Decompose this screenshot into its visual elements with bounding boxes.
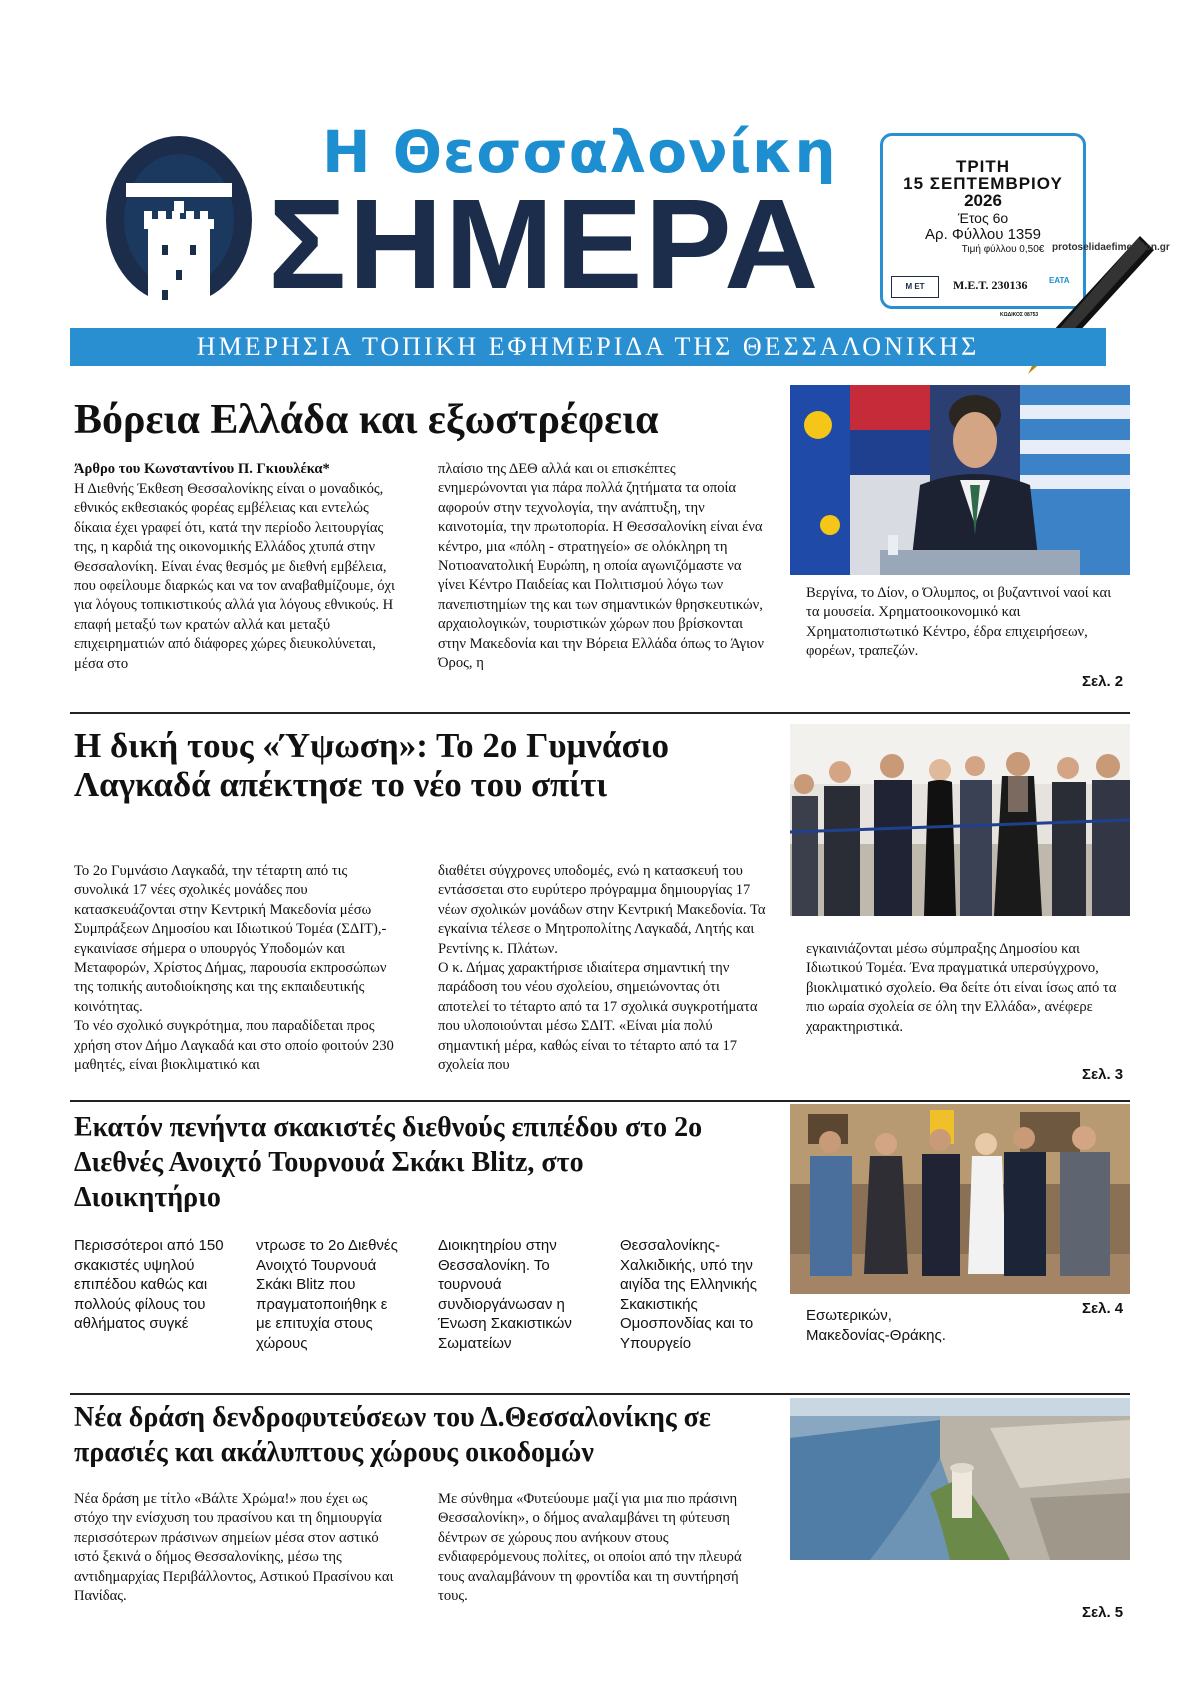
article-3-column-4: Θεσσαλονίκης-Χαλκιδικής, υπό την αιγίδα της Ελληνικής Σκακιστικής Ομοσπονδίας και το Υπουργείο xyxy=(620,1237,757,1352)
eata-logo: ΕΑΤΑ xyxy=(1049,276,1070,285)
article-2-headline[interactable]: Η δική τους «Ύψωση»: Το 2ο Γυμνάσιο Λαγκαδά απέκτησε το νέο του σπίτι xyxy=(74,726,669,804)
article-4-page-ref[interactable]: Σελ. 5 xyxy=(1082,1604,1124,1621)
white-tower-logo xyxy=(104,135,254,305)
issue-number: Αρ. Φύλλου 1359 xyxy=(925,226,1041,243)
article-3-column-3: Διοικητηρίου στην Θεσσαλονίκη. Το τουρνουά συνδιοργάνωσαν η Ένωση Σκακιστικών Σωματείων xyxy=(438,1237,572,1352)
issue-year-of-publication: Έτος 6ο xyxy=(957,210,1009,226)
section-divider xyxy=(70,1100,1130,1102)
article-1-column-1: Η Διεθνής Έκθεση Θεσσαλονίκης είναι ο μοναδικός, εθνικός εκθεσιακός φορέας εμβέλειας και εντελώς δίκαια έχει γραφεί ότι, κατά την περίοδο λειτουργίας της, η καρδιά της οικονομικής Ελλάδος χτυπά στην Θεσσαλονίκη. Είναι ένας θεσμός με διεθνή εμβέλεια, που οφείλουμε διαρκώς και να τον αναβαθμίζουμε, όχι για λόγους τοπικιστικούς αλλά για λόγους εθνικούς. Η επαφή μεταξύ των κρατών αλλά και μεταξύ επιχειρηματιών από διάφορες χώρες διευκολύνεται, μέσα στο xyxy=(74,481,395,672)
masthead-title-top: Η Θεσσαλονίκη xyxy=(322,118,837,186)
met-logo: Μ ΕΤ xyxy=(891,276,939,298)
article-2-photo[interactable] xyxy=(790,724,1130,916)
met-code: Μ.Ε.Τ. 230136 xyxy=(953,278,1028,292)
masthead-title-main: ΣΗΜΕΡΑ xyxy=(268,173,821,316)
issue-price: Τιμή φύλλου 0,50€ xyxy=(961,244,1045,255)
issue-year: 2026 xyxy=(964,191,1002,210)
article-1-photo[interactable] xyxy=(790,385,1130,575)
article-1-byline: Άρθρο του Κωνσταντίνου Π. Γκιουλέκα* xyxy=(74,461,330,477)
article-1-headline[interactable]: Βόρεια Ελλάδα και εξωστρέφεια xyxy=(74,397,659,443)
article-2-page-ref[interactable]: Σελ. 3 xyxy=(1082,1066,1124,1083)
section-divider xyxy=(70,1393,1130,1395)
issue-day: ΤΡΙΤΗ xyxy=(955,157,1011,176)
article-3-column-5: Εσωτερικών, Μακεδονίας-Θράκης. xyxy=(806,1307,946,1344)
site-watermark-link[interactable]: protoselidaefimeridon.gr xyxy=(1052,242,1170,253)
article-4-headline[interactable]: Νέα δράση δενδροφυτεύσεων του Δ.Θεσσαλονίκης σε πρασιές και ακάλυπτους χώρους οικοδομών xyxy=(74,1402,711,1468)
article-3-column-2: ντρωσε το 2ο Διεθνές Ανοιχτό Τουρνουά Σκάκι Blitz που πραγματοποιήθηκ ε με επιτυχία στους χώρους xyxy=(256,1237,398,1352)
article-3-page-ref[interactable]: Σελ. 4 xyxy=(1082,1300,1124,1317)
article-2-column-1: Το 2ο Γυμνάσιο Λαγκαδά, την τέταρτη από τις συνολικά 17 νέες σχολικές μονάδες που κατασκευάζονται στην Κεντρική Μακεδονία μέσω Συμπράξεων Δημοσίου και Ιδιωτικού Τομέα (ΣΔΙΤ),- εγκαινίασε σήμερα ο υπουργός Υποδομών και Μεταφορών, Χρίστος Δήμας, παρουσία εκπροσώπων της τοπικής αυτοδιοίκησης και της εκπαιδευτικής κοινότητας. Το νέο σχολικό συγκρότημα, που παραδίδεται προς χρήση στον Δήμο Λαγκαδά και στο οποίο φοιτούν 230 μαθητές, είναι βιοκλιματικό και xyxy=(74,863,394,1074)
article-1-column-2: πλαίσιο της ΔΕΘ αλλά και οι επισκέπτες ενημερώνονται για πάρα πολλά ζητήματα τα οποία αφορούν στην τεχνολογία, την ανάπτυξη, την καινοτομία, την πρωτοπορία. Η Θεσσαλονίκη είναι ένα κέντρο, μια «πόλη - στρατηγείο» σε ολόκληρη τη Νοτιοανατολική Ευρώπη, η οποία αγωνιζόμαστε να γίνει Κέντρο Παιδείας και Πολιτισμού λόγω των πανεπιστημίων της και των σημαντικών θρησκευτικών, αρχαιολογικών, τουριστικών χώρων που βρίσκονται στην Μακεδονία και την Βόρεια Ελλάδα όπως το Άγιον Όρος, η xyxy=(438,461,764,672)
issue-date: 15 ΣΕΠΤΕΜΒΡΙΟΥ xyxy=(903,174,1063,193)
masthead-subtitle: ΗΜΕΡΗΣΙΑ ΤΟΠΙΚΗ ΕΦΗΜΕΡΙΔΑ ΤΗΣ ΘΕΣΣΑΛΟΝΙΚΗΣ xyxy=(70,328,1106,366)
article-3-headline[interactable]: Εκατόν πενήντα σκακιστές διεθνούς επιπέδου στο 2ο Διεθνές Ανοιχτό Τουρνουά Σκάκι Blitz, στο Διοικητήριο xyxy=(74,1112,703,1213)
article-2-column-2: διαθέτει σύγχρονες υποδομές, ενώ η κατασκευή του εντάσσεται στο ευρύτερο πρόγραμμα δημιουργίας 17 νέων σχολικών μονάδων στην Κεντρική Μακεδονία. Τα εγκαίνια τέλεσε ο Μητροπολίτης Λαγκαδά, Λητής και Ρεντίνης κ. Πλάτων. Ο κ. Δήμας χαρακτήρισε ιδιαίτερα σημαντική την παράδοση του νέου σχολείου, σημειώνοντας ότι αποτελεί το τέταρτο από τα 17 σχολικά συγκροτήματα που υλοποιούνται μέσω ΣΔΙΤ. «Είναι μία πολύ σημαντική μέρα, καθώς είναι το τέταρτο από τα 17 σχολεία που xyxy=(438,863,766,1074)
article-4-column-1: Νέα δράση με τίτλο «Βάλτε Χρώμα!» που έχει ως στόχο την ενίσχυση του πρασίνου και τη δημιουργία περισσότερων πράσινων σημείων μέσα στον αστικό ιστό ξεκινά ο δήμος Θεσσαλονίκης, μέσω της αντιδημαρχίας Περιβάλλοντος, Αστικού Πρασίνου και Πανίδας. xyxy=(74,1491,394,1605)
article-4-column-2: Με σύνθημα «Φυτεύουμε μαζί για μια πιο πράσινη Θεσσαλονίκη», ο δήμος αναλαμβάνει τη φύτευση δέντρων σε χώρους που ανήκουν στους ενδιαφερόμενους πολίτες, οι οποίοι από την πλευρά τους αναλαμβάνουν τη φροντίδα και τη συντήρησή τους. xyxy=(438,1491,742,1605)
publication-code: ΚΩΔΙΚΟΣ 08753 xyxy=(1000,312,1039,318)
article-3-column-1: Περισσότεροι από 150 σκακιστές υψηλού επιπέδου καθώς και πολλούς φίλους του αθλήματος συγκέ xyxy=(74,1237,224,1333)
section-divider xyxy=(70,712,1130,714)
article-1-page-ref[interactable]: Σελ. 2 xyxy=(1082,673,1124,690)
article-3-photo[interactable] xyxy=(790,1104,1130,1294)
article-4-photo[interactable] xyxy=(790,1398,1130,1560)
article-1-column-3: Βεργίνα, το Δίον, ο Όλυμπος, οι βυζαντινοί ναοί και τα μουσεία. Χρηματοοικονομικό και Χρηματοπιστωτικό Κέντρο, έδρα επιχειρήσεων, φορέων, τραπεζών. xyxy=(806,585,1112,660)
article-2-column-3: εγκαινιάζονται μέσω σύμπραξης Δημοσίου και Ιδιωτικού Τομέα. Ένα πραγματικά υπερσύγχρονο, βιοκλιματικό σχολείο. Θα δείτε ότι είναι ίσως από τα πιο ωραία σχολεία σε όλη την Ελλάδα», ανέφερε χαρακτηριστικά. xyxy=(806,941,1117,1035)
